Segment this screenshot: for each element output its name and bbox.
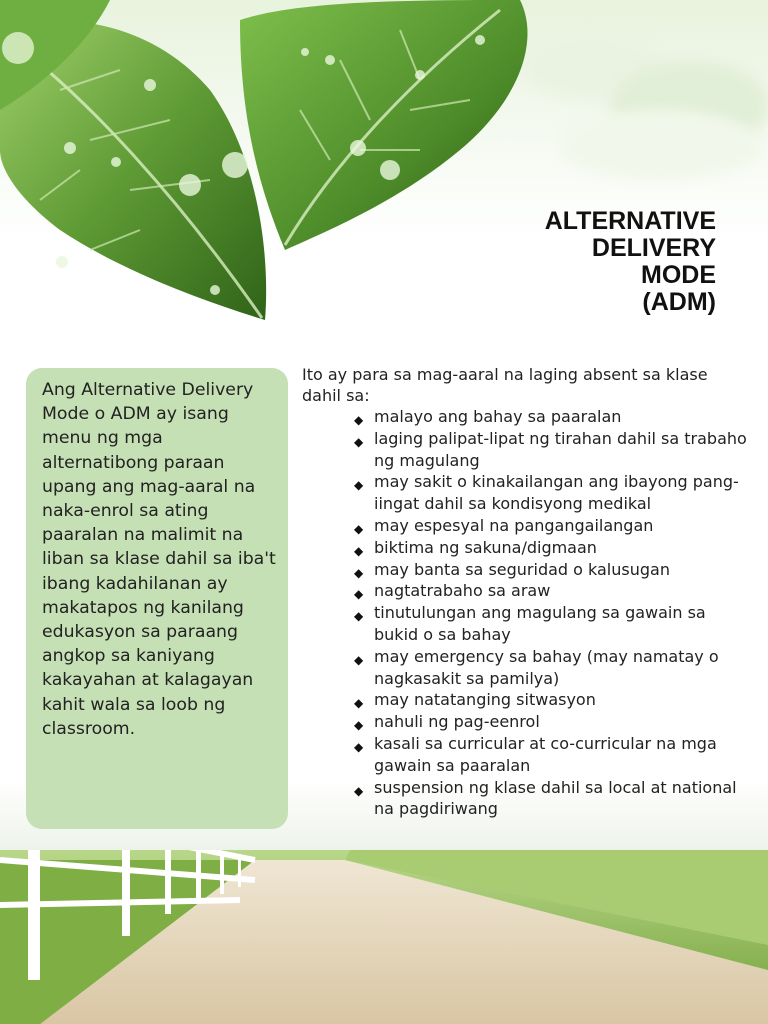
- diamond-bullet-icon: ◆: [354, 696, 364, 711]
- list-item-text: may emergency sa bahay (may namatay o nagkasakit sa pamilya): [374, 646, 719, 688]
- list-item-text: malayo ang bahay sa paaralan: [374, 407, 622, 426]
- title-line: DELIVERY: [591, 234, 716, 262]
- list-item-text: tinutulungan ang magulang sa gawain sa bukid o sa bahay: [374, 603, 706, 644]
- list-item-text: may sakit o kinakailangan ang ibayong pang-iingat dahil sa kondisyong medikal: [374, 472, 739, 514]
- list-item-text: kasali sa curricular at co-curricular na mga gawain sa paaralan: [374, 733, 717, 775]
- list-item-text: suspension ng klase dahil sa local at national na pagdiriwang: [374, 777, 737, 819]
- reasons-list: [352, 406, 752, 820]
- list-item: [352, 711, 752, 733]
- list-item: [352, 428, 752, 472]
- title-line: MODE: [641, 261, 716, 289]
- leaves-illustration: [0, 0, 560, 330]
- title-line: ALTERNATIVE: [544, 207, 716, 235]
- list-item: [352, 646, 752, 690]
- list-item: [352, 515, 752, 537]
- cloud: [560, 110, 760, 180]
- diamond-bullet-icon: ◆: [354, 478, 364, 493]
- list-item-text: biktima ng sakuna/digmaan: [374, 537, 597, 557]
- list-item: [352, 733, 752, 777]
- list-item: [352, 602, 752, 646]
- list-item: [352, 559, 752, 581]
- definition-text: Ang Alternative Delivery Mode o ADM ay isang menu ng mga alternatibong paraan upang ang mag-aaral na naka-enrol sa ating paaralan na malimit na liban sa klase dahil sa iba't ibang kadahilanan ay makatapos ng kanilang edukasyon sa paraang angkop sa kaniyang kakayahan at kalagayan kahit wala sa loob ng classroom.: [42, 380, 276, 739]
- list-item: [352, 471, 752, 515]
- list-item-text: may banta sa seguridad o kalusugan: [374, 559, 670, 579]
- list-item-text: laging palipat-lipat ng tirahan dahil sa trabaho ng magulang: [374, 428, 747, 470]
- diamond-bullet-icon: ◆: [354, 739, 364, 754]
- diamond-bullet-icon: ◆: [354, 413, 364, 427]
- diamond-bullet-icon: ◆: [354, 521, 364, 536]
- list-item: [352, 777, 752, 821]
- intro-text: Ito ay para sa mag-aaral na laging absent sa klase dahil sa:: [302, 365, 708, 405]
- list-item-text: may natatanging sitwasyon: [374, 690, 596, 710]
- diamond-bullet-icon: ◆: [354, 718, 364, 733]
- title-line: (ADM): [642, 288, 716, 316]
- list-item: [352, 580, 752, 602]
- list-item: [352, 689, 752, 711]
- diamond-bullet-icon: ◆: [354, 652, 364, 667]
- list-item: [352, 406, 752, 428]
- list-item-text: nagtatrabaho sa araw: [374, 581, 551, 601]
- diamond-bullet-icon: ◆: [354, 783, 364, 798]
- diamond-bullet-icon: ◆: [354, 587, 364, 602]
- diamond-bullet-icon: ◆: [354, 565, 364, 580]
- list-item: [352, 537, 752, 559]
- field-illustration: [0, 850, 768, 1024]
- page-title: [545, 208, 716, 316]
- list-item-text: nahuli ng pag-eenrol: [374, 712, 540, 732]
- diamond-bullet-icon: ◆: [354, 434, 364, 449]
- diamond-bullet-icon: ◆: [354, 609, 364, 624]
- definition-box: [26, 368, 288, 829]
- list-item-text: may espesyal na pangangailangan: [374, 515, 654, 535]
- diamond-bullet-icon: ◆: [354, 543, 364, 558]
